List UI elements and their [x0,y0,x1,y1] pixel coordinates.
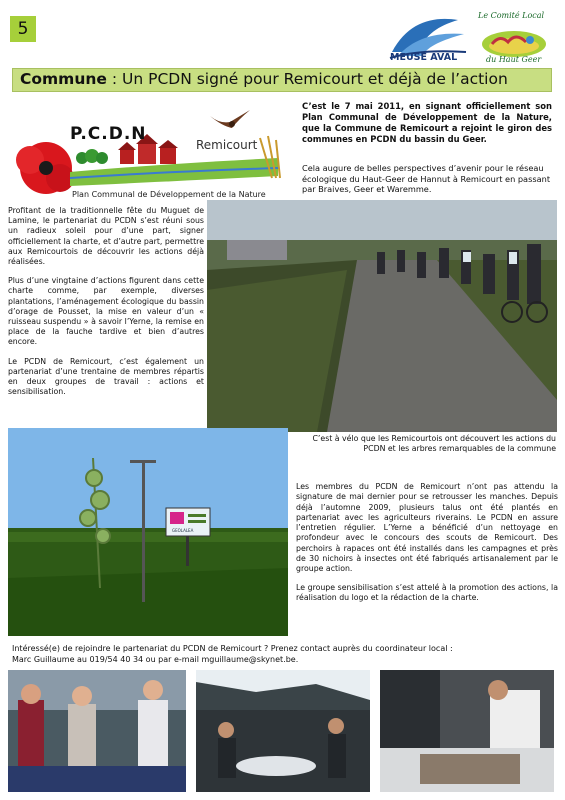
photo-cyclists [207,200,557,432]
cyclists-photo-graphic [207,200,557,432]
contact-block [12,643,552,665]
pcdn-logo [10,98,290,200]
remicourt-text: Remicourt [196,138,258,152]
bird-icon [210,110,250,128]
intro-bold: C’est le 7 mai 2011, en signant officiellement son Plan Communal de Développement de la Nature, que la Commune de Remicourt a rejoint le giron des communes en PCDN du bassin du Geer. [302,101,552,144]
contact-line-1: Intéressé(e) de rejoindre le partenariat du PCDN de Remicourt ? Prenez contact auprès du coordinateur local : [12,644,453,653]
caption-cyclists: C’est à vélo que les Remicourtois ont découvert les actions du PCDN et les arbres remarquables de la commune [312,434,556,453]
left-column [8,206,204,406]
intro-paragraph: Cela augure de belles perspectives d’avenir pour le réseau écologique du Haut-Geer de Hannut à Remicourt en passant par Braives, Geer et Waremme. [302,163,551,194]
page-number: 5 [10,16,36,42]
photo-ceremony-2 [196,670,370,792]
left-paragraph-3: Le PCDN de Remicourt, c’est également un partenariat d’une trentaine de membres répartis en deux groupes de travail : actions et sensibilisation. [8,356,204,397]
contact-line-2: Marc Guillaume au 019/54 40 34 ou par e-mail mguillaume@skynet.be. [12,655,299,664]
comite-bottom-text: du Haut Geer [486,55,542,64]
ceremony-photo-2-graphic [196,670,370,792]
photo-field [8,428,288,636]
pcdn-subtitle: Plan Communal de Développement de la Nature [72,190,266,199]
photo-ceremony-1 [8,670,186,792]
pcdn-text: P.C.D.N [70,124,147,144]
poppy-icon [16,142,74,194]
right-paragraph-1: Les membres du PCDN de Remicourt n’ont pas attendu la signature de mai dernier pour se retrousser les manches. Depuis déjà l’automne 2009, plusieurs talus ont été plantés en partenariat avec les agriculteurs riverains. Le PCDN en assure l’entretien régulier. L’Yerne a bénéficié d’un nettoyage en profondeur avec le concours des scouts de Remicourt. Des perchoirs à rapaces ont été installés dans les campagnes et près de 30 nichoirs à insectes ont été fabriqués artisanalement par le groupe action. [296,482,558,574]
left-paragraph-1: Profitant de la traditionnelle fête du Muguet de Lamine, le partenariat du PCDN s’est réuni sous un radieux soleil pour d’une part, signer officiellement la charte, et d’autre part, permettre aux Remicourtois de découvrir les actions déjà réalisées. [8,206,204,267]
title-rest: : Un PCDN signé pour Remicourt et déjà de l’action [106,70,508,88]
field-photo-graphic [8,428,288,636]
article-title [20,70,508,88]
comite-top-text: Le Comité Local [478,11,545,20]
ceremony-photo-3-graphic [380,670,554,792]
title-prefix: Commune [20,70,107,88]
ceremony-photo-1-graphic [8,670,186,792]
left-paragraph-2: Plus d’une vingtaine d’actions figurent dans cette charte comme, par exemple, diverses plantations, l’aménagement écologique du bassin d’orage de Pousset, la mise en valeur d’un « ruisseau suspendu » à savoir l’Yerne, la remise en place de la fauche tardive et bien d’autres encore. [8,276,204,347]
right-column [296,482,558,611]
meuse-aval-text: MEUSE AVAL [390,52,458,63]
right-paragraph-2: Le groupe sensibilisation s’est attelé à la promotion des actions, la réalisation du logo et la rédaction de la charte. [296,582,558,602]
sign-text: GEOLALEA [172,528,194,533]
photo-ceremony-3 [380,670,554,792]
